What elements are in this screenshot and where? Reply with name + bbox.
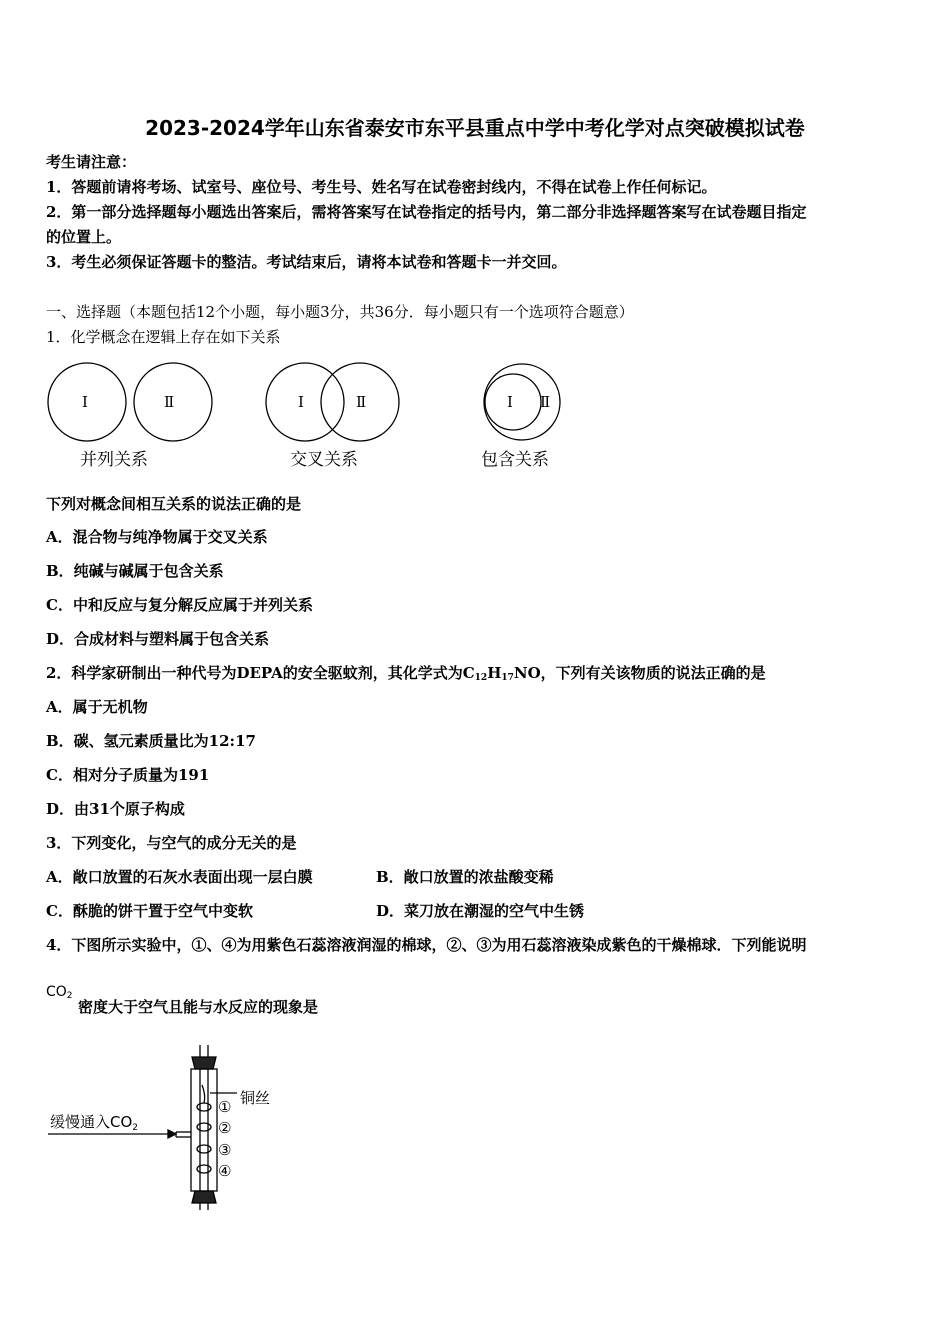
apparatus-diagram [40,1045,340,1215]
q2-option-c: C．相对分子质量为191 [46,766,210,784]
q2-option-a: A．属于无机物 [46,698,148,716]
q2-stem [46,663,766,688]
q4-co2 [46,984,73,1001]
notice-item-1: 1．答题前请将考场、试室号、座位号、考生号、姓名写在试卷密封线内，不得在试卷上作任何标记。 [46,178,717,196]
q2-option-d: D．由31个原子构成 [46,800,185,818]
q4-co2-text: CO [46,984,67,1000]
ball-label-3: ③ [218,1141,232,1159]
q2-option-b: B．碳、氢元素质量比为12:17 [46,732,256,750]
notice-heading: 考生请注意： [46,153,137,171]
section-heading: 一、选择题（本题包括12个小题，每小题3分，共36分．每小题只有一个选项符合题意） [46,303,634,321]
q1-option-a: A．混合物与纯净物属于交叉关系 [46,528,268,546]
label-cross: 交叉关系 [290,450,358,470]
cotton-ball-3 [197,1145,211,1153]
venn-diagram [40,355,580,475]
q4-stem: 4．下图所示实验中，①、④为用紫色石蕊溶液润湿的棉球，②、③为用石蕊溶液染成紫色的干燥棉球．下列能说明 [46,936,807,954]
notice-item-2-cont: 的位置上。 [46,228,122,246]
q3-option-b: B．敞口放置的浓盐酸变稀 [376,868,554,886]
q1-option-d: D．合成材料与塑料属于包含关系 [46,630,270,648]
ball-label-1: ① [218,1098,232,1116]
arrow-icon [168,1130,176,1138]
inlet-label: 缓慢通入$CO_2$ [50,1113,139,1133]
page-title: 2023-2024学年山东省泰安市东平县重点中学中考化学对点突破模拟试卷 [145,116,805,140]
top-stopper [192,1057,216,1069]
roman-2: Ⅱ [164,393,175,411]
label-contain: 包含关系 [481,450,549,470]
q1-question: 下列对概念间相互关系的说法正确的是 [46,495,302,513]
notice-item-2: 2．第一部分选择题每小题选出答案后，需将答案写在试卷指定的括号内，第二部分非选择题答案写在试卷题目指定 [46,203,807,221]
roman-2: Ⅱ [356,393,367,411]
q4-stem-2: 密度大于空气且能与水反应的现象是 [78,998,319,1016]
venn-contain-inner-circle [485,374,541,430]
q2-sub-h: 17 [501,673,514,683]
wire-label: 铜丝 [240,1089,271,1107]
q1-option-b: B．纯碱与碱属于包含关系 [46,562,224,580]
cotton-ball-1 [197,1103,211,1111]
ball-label-4: ④ [218,1162,232,1180]
roman-1: Ⅰ [298,393,304,411]
roman-1: Ⅰ [82,393,88,411]
roman-1: Ⅰ [507,393,513,411]
q2-stem-mid: H [487,664,502,682]
q1-stem: 1．化学概念在逻辑上存在如下关系 [46,328,281,346]
roman-2: Ⅱ [540,393,551,411]
notice-item-3: 3．考生必须保证答题卡的整洁。考试结束后，请将本试卷和答题卡一并交回。 [46,253,567,271]
q3-option-a: A．敞口放置的石灰水表面出现一层白膜 [46,868,313,886]
cotton-ball-4 [197,1165,211,1173]
label-parallel: 并列关系 [80,450,148,470]
q3-option-d: D．菜刀放在潮湿的空气中生锈 [376,902,585,920]
cotton-ball-2 [197,1123,211,1131]
ball-label-2: ② [218,1119,232,1137]
q4-co2-sub: 2 [66,991,73,1001]
q3-stem: 3．下列变化，与空气的成分无关的是 [46,834,297,852]
q2-sub-c: 12 [474,673,488,683]
q3-option-c: C．酥脆的饼干置于空气中变软 [46,902,253,920]
q2-stem-pre: 2．科学家研制出一种代号为DEPA的安全驱蚊剂，其化学式为C [46,664,475,682]
q1-option-c: C．中和反应与复分解反应属于并列关系 [46,596,313,614]
q2-stem-post: NO，下列有关该物质的说法正确的是 [513,664,766,682]
bottom-stopper [192,1191,216,1203]
